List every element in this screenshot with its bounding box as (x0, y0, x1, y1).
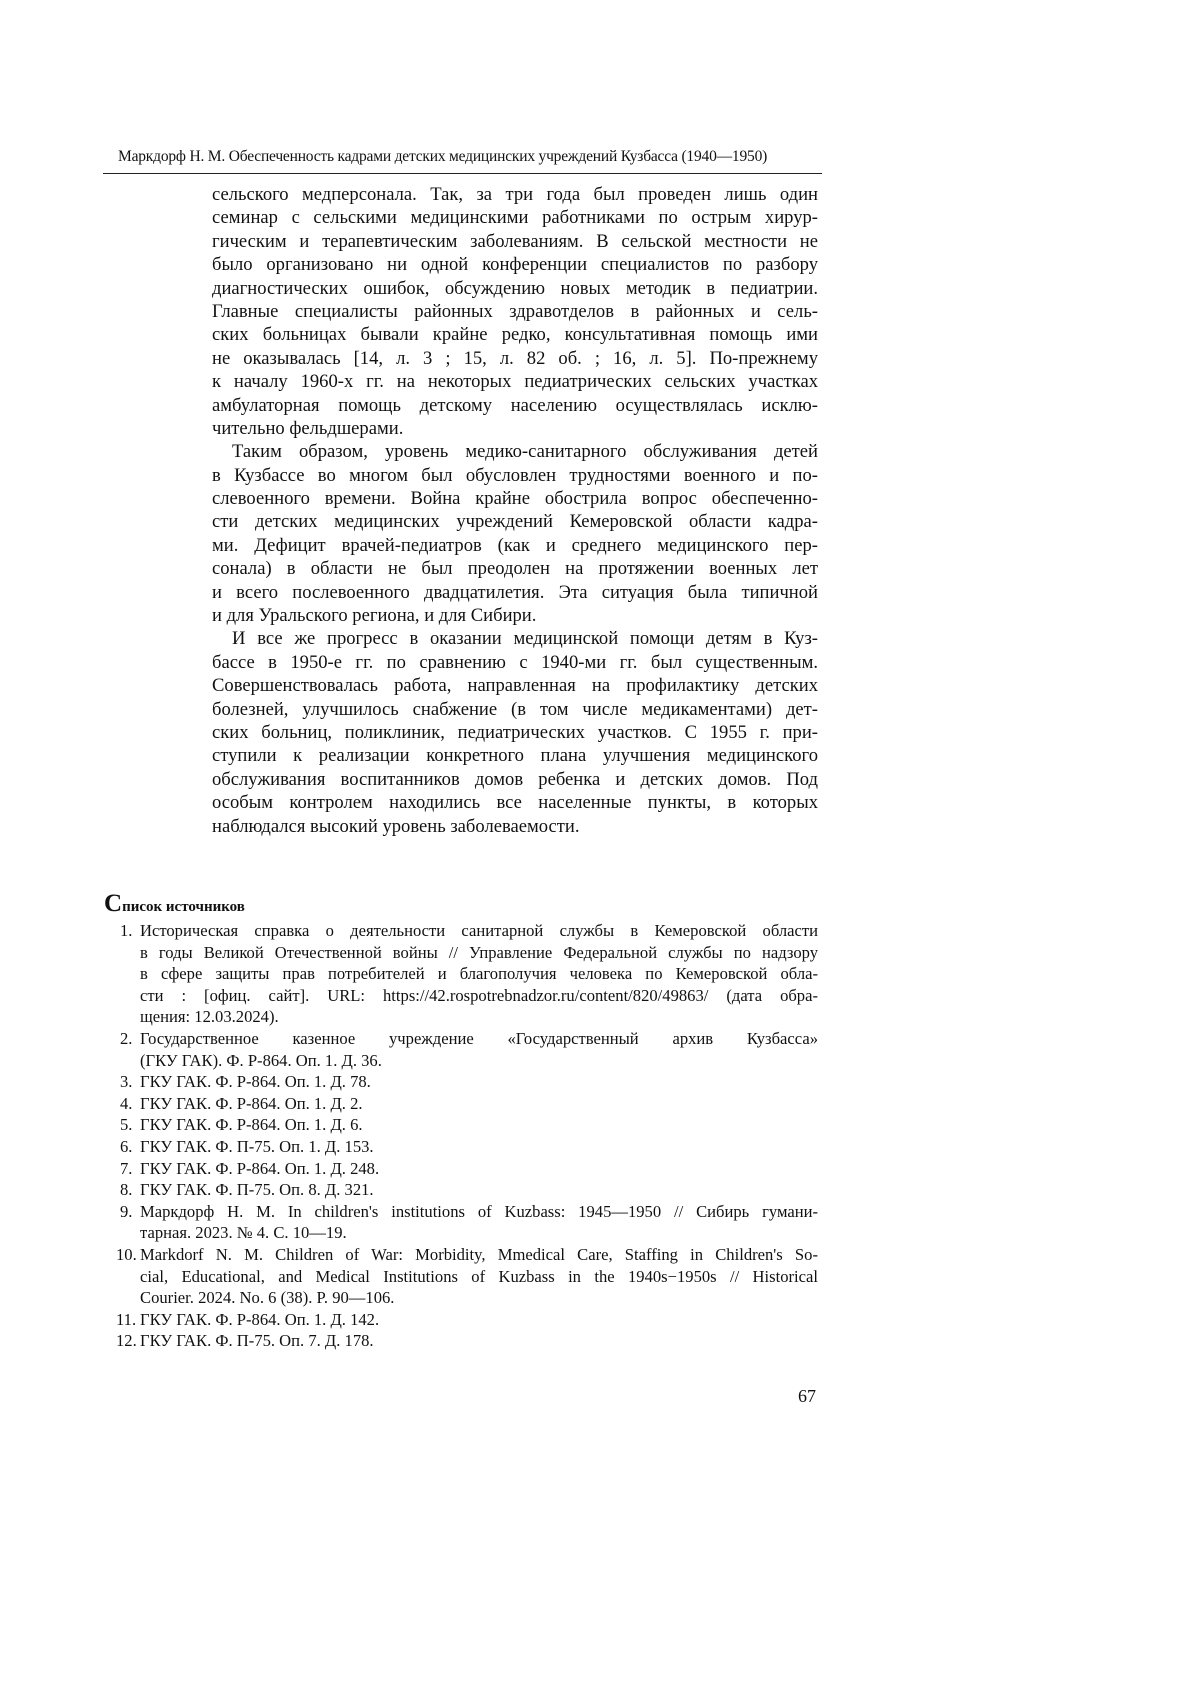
reference-line: Маркдорф Н. М. In children's institutions of Kuzbass: 1945—1950 // Сибирь гумани- (140, 1201, 818, 1223)
reference-number: 10. (116, 1244, 137, 1266)
reference-item (120, 1028, 818, 1071)
text-line: наблюдался высокий уровень заболеваемости. (212, 815, 818, 838)
text-line: ми. Дефицит врачей-педиатров (как и среднего медицинского пер- (212, 534, 818, 557)
text-line: болезней, улучшилось снабжение (в том числе медикаментами) дет- (212, 698, 818, 721)
text-line: и всего послевоенного двадцатилетия. Эта ситуация была типичной (212, 581, 818, 604)
text-line: было организовано ни одной конференции специалистов по разбору (212, 253, 818, 276)
reference-line: ГКУ ГАК. Ф. Р-864. Оп. 1. Д. 2. (140, 1093, 818, 1115)
text-line: чительно фельдшерами. (212, 417, 818, 440)
reference-item (120, 1201, 818, 1244)
reference-line: Courier. 2024. No. 6 (38). P. 90—106. (140, 1287, 818, 1309)
reference-number: 3. (120, 1071, 132, 1093)
reference-line: Историческая справка о деятельности санитарной службы в Кемеровской области (140, 920, 818, 942)
reference-item (120, 1158, 818, 1180)
reference-number: 6. (120, 1136, 132, 1158)
reference-line: (ГКУ ГАК). Ф. Р-864. Оп. 1. Д. 36. (140, 1050, 818, 1072)
reference-item (120, 1071, 818, 1093)
text-line: И все же прогресс в оказании медицинской помощи детям в Куз- (212, 627, 818, 650)
reference-number: 1. (120, 920, 132, 942)
reference-line: ГКУ ГАК. Ф. П-75. Оп. 8. Д. 321. (140, 1179, 818, 1201)
text-line: сти детских медицинских учреждений Кемеровской области кадра- (212, 510, 818, 533)
text-line: не оказывалась [14, л. 3 ; 15, л. 82 об. ; 16, л. 5]. По-прежнему (212, 347, 818, 370)
reference-item (120, 1093, 818, 1115)
reference-line: ГКУ ГАК. Ф. Р-864. Оп. 1. Д. 248. (140, 1158, 818, 1180)
text-line: Совершенствовалась работа, направленная на профилактику детских (212, 674, 818, 697)
reference-line: в годы Великой Отечественной войны // Управление Федеральной службы по надзору (140, 942, 818, 964)
text-line: в Кузбассе во многом был обусловлен трудностями военного и по- (212, 464, 818, 487)
references-heading-text: писок источников (122, 899, 245, 915)
paragraph (212, 627, 818, 838)
reference-number: 5. (120, 1114, 132, 1136)
reference-line: Markdorf N. M. Children of War: Morbidity, Mmedical Care, Staffing in Children's So- (140, 1244, 818, 1266)
reference-line: ГКУ ГАК. Ф. П-75. Оп. 1. Д. 153. (140, 1136, 818, 1158)
text-line: гическим и терапевтическим заболеваниям. В сельской местности не (212, 230, 818, 253)
reference-line: ГКУ ГАК. Ф. П-75. Оп. 7. Д. 178. (140, 1330, 818, 1352)
running-header: Маркдорф Н. М. Обеспеченность кадрами детских медицинских учреждений Кузбасса (1940—1950) (118, 148, 822, 166)
text-line: сонала) в области не был преодолен на протяжении военных лет (212, 557, 818, 580)
paragraph (212, 440, 818, 627)
reference-number: 11. (116, 1309, 136, 1331)
reference-number: 8. (120, 1179, 132, 1201)
reference-line: Государственное казенное учреждение «Государственный архив Кузбасса» (140, 1028, 818, 1050)
text-line: слевоенного времени. Война крайне обострила вопрос обеспеченно- (212, 487, 818, 510)
text-line: семинар с сельскими медицинскими работниками по острым хирур- (212, 206, 818, 229)
references-heading-initial: С (104, 890, 122, 917)
reference-line: ГКУ ГАК. Ф. Р-864. Оп. 1. Д. 6. (140, 1114, 818, 1136)
reference-item (120, 1136, 818, 1158)
text-line: и для Уральского региона, и для Сибири. (212, 604, 818, 627)
reference-line: тарная. 2023. № 4. С. 10—19. (140, 1222, 818, 1244)
text-line: ских больницах бывали крайне редко, консультативная помощь ими (212, 323, 818, 346)
text-line: ступили к реализации конкретного плана улучшения медицинского (212, 744, 818, 767)
text-line: особым контролем находились все населенные пункты, в которых (212, 791, 818, 814)
reference-item (120, 1330, 818, 1352)
text-line: Главные специалисты районных здравотделов в районных и сель- (212, 300, 818, 323)
text-line: бассе в 1950-е гг. по сравнению с 1940-ми гг. был существенным. (212, 651, 818, 674)
reference-number: 12. (116, 1330, 137, 1352)
text-line: обслуживания воспитанников домов ребенка и детских домов. Под (212, 768, 818, 791)
reference-item (120, 1244, 818, 1309)
header-divider (103, 173, 822, 174)
reference-number: 4. (120, 1093, 132, 1115)
reference-number: 7. (120, 1158, 132, 1180)
reference-item (120, 920, 818, 1028)
paragraph (212, 183, 818, 440)
reference-line: в сфере защиты прав потребителей и благополучия человека по Кемеровской обла- (140, 963, 818, 985)
reference-number: 9. (120, 1201, 132, 1223)
text-line: к началу 1960-х гг. на некоторых педиатрических сельских участках (212, 370, 818, 393)
text-line: сельского медперсонала. Так, за три года был проведен лишь один (212, 183, 818, 206)
reference-item (120, 1114, 818, 1136)
reference-line: щения: 12.03.2024). (140, 1006, 818, 1028)
reference-item (120, 1309, 818, 1331)
reference-line: ГКУ ГАК. Ф. Р-864. Оп. 1. Д. 78. (140, 1071, 818, 1093)
article-body (212, 183, 818, 838)
reference-number: 2. (120, 1028, 132, 1050)
references-list (120, 920, 818, 1352)
text-line: диагностических ошибок, обсуждению новых методик в педиатрии. (212, 277, 818, 300)
reference-item (120, 1179, 818, 1201)
text-line: Таким образом, уровень медико-санитарного обслуживания детей (212, 440, 818, 463)
text-line: ских больниц, поликлиник, педиатрических участков. С 1955 г. при- (212, 721, 818, 744)
references-heading (104, 890, 245, 918)
reference-line: cial, Educational, and Medical Institutions of Kuzbass in the 1940s−1950s // Historical (140, 1266, 818, 1288)
reference-line[interactable]: сти : [офиц. сайт]. URL: https://42.rospotrebnadzor.ru/content/820/49863/ (дата обра- (140, 985, 818, 1007)
reference-line: ГКУ ГАК. Ф. Р-864. Оп. 1. Д. 142. (140, 1309, 818, 1331)
text-line: амбулаторная помощь детскому населению осуществлялась исклю- (212, 394, 818, 417)
page-number: 67 (798, 1386, 816, 1407)
